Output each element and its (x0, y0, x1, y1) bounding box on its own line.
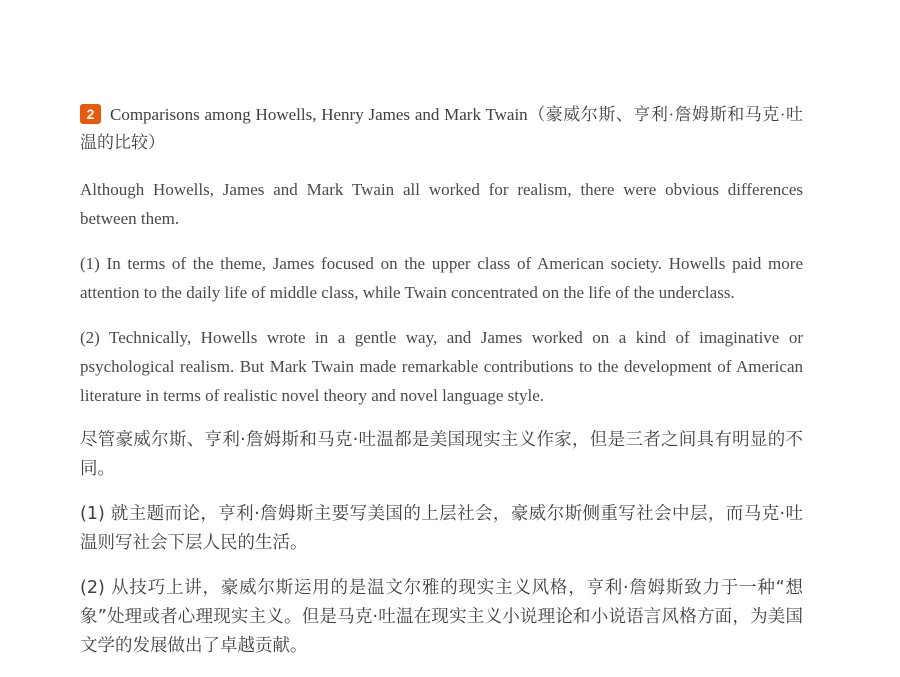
section-heading-text: Comparisons among Howells, Henry James and Mark Twain（豪威尔斯、亨利·詹姆斯和马克·吐温的比较） (80, 105, 803, 152)
paragraph-en-theme: (1) In terms of the theme, James focused on the upper class of American society. Howells paid more attention to the daily life of middle class, while Twain concentrated on the life of the underclass. (80, 254, 803, 302)
document-body (80, 101, 803, 677)
section-heading (80, 101, 803, 157)
paragraph-en-intro: Although Howells, James and Mark Twain all worked for realism, there were obvious differences between them. (80, 180, 803, 228)
paragraph-cn-intro: 尽管豪威尔斯、亨利·詹姆斯和马克·吐温都是美国现实主义作家，但是三者之间具有明显的不同。 (80, 430, 803, 479)
paragraph-cn-technique: (2) 从技巧上讲，豪威尔斯运用的是温文尔雅的现实主义风格，亨利·詹姆斯致力于一种“想象”处理或者心理现实主义。但是马克·吐温在现实主义小说理论和小说语言风格方面，为美国文学的发展做出了卓越贡献。 (80, 578, 803, 656)
paragraph-cn-theme: (1) 就主题而论，亨利·詹姆斯主要写美国的上层社会，豪威尔斯侧重写社会中层，而马克·吐温则写社会下层人民的生活。 (80, 504, 803, 553)
section-number-badge: 2 (80, 104, 101, 124)
paragraph-en-technique: (2) Technically, Howells wrote in a gentle way, and James worked on a kind of imaginative or psychological realism. But Mark Twain made remarkable contributions to the development of American literature in terms of realistic novel theory and novel language style. (80, 328, 803, 405)
